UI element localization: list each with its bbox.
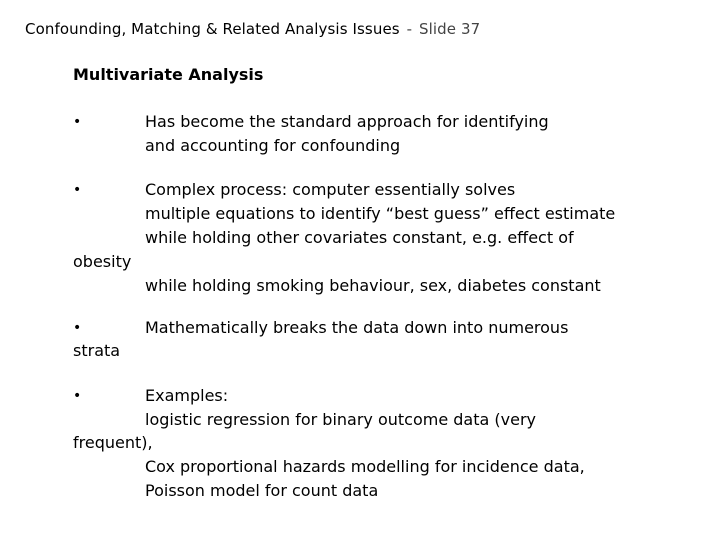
bullet-line: Complex process: computer essentially solves [145, 180, 516, 199]
slide-header [25, 20, 480, 38]
slide-number: Slide 37 [418, 20, 481, 38]
bullet-line: while holding other covariates constant, e.g. effect of [145, 228, 574, 247]
bullet-marker: • [73, 182, 82, 198]
bullet-line: multiple equations to identify “best guess” effect estimate [145, 204, 616, 223]
bullet-line: frequent), [73, 433, 153, 452]
bullet-line: logistic regression for binary outcome data (very [145, 410, 536, 429]
bullet-line: and accounting for confounding [145, 136, 401, 155]
bullet-line: while holding smoking behaviour, sex, diabetes constant [145, 276, 601, 295]
bullet-line: Poisson model for count data [145, 481, 379, 500]
bullet-line: strata [73, 341, 121, 360]
bullet-line: Has become the standard approach for identifying [145, 112, 549, 131]
bullet-marker: • [73, 388, 82, 404]
bullet-line: obesity [73, 252, 132, 271]
bullet-line: Examples: [145, 386, 229, 405]
slide-header-separator: - [406, 20, 413, 38]
bullet-line: Cox proportional hazards modelling for incidence data, [145, 457, 585, 476]
slide-title: Multivariate Analysis [73, 65, 264, 84]
bullet-marker: • [73, 114, 82, 130]
bullet-marker: • [73, 320, 82, 336]
slide-header-title: Confounding, Matching & Related Analysis Issues [25, 20, 400, 38]
bullet-line: Mathematically breaks the data down into numerous [145, 318, 569, 337]
